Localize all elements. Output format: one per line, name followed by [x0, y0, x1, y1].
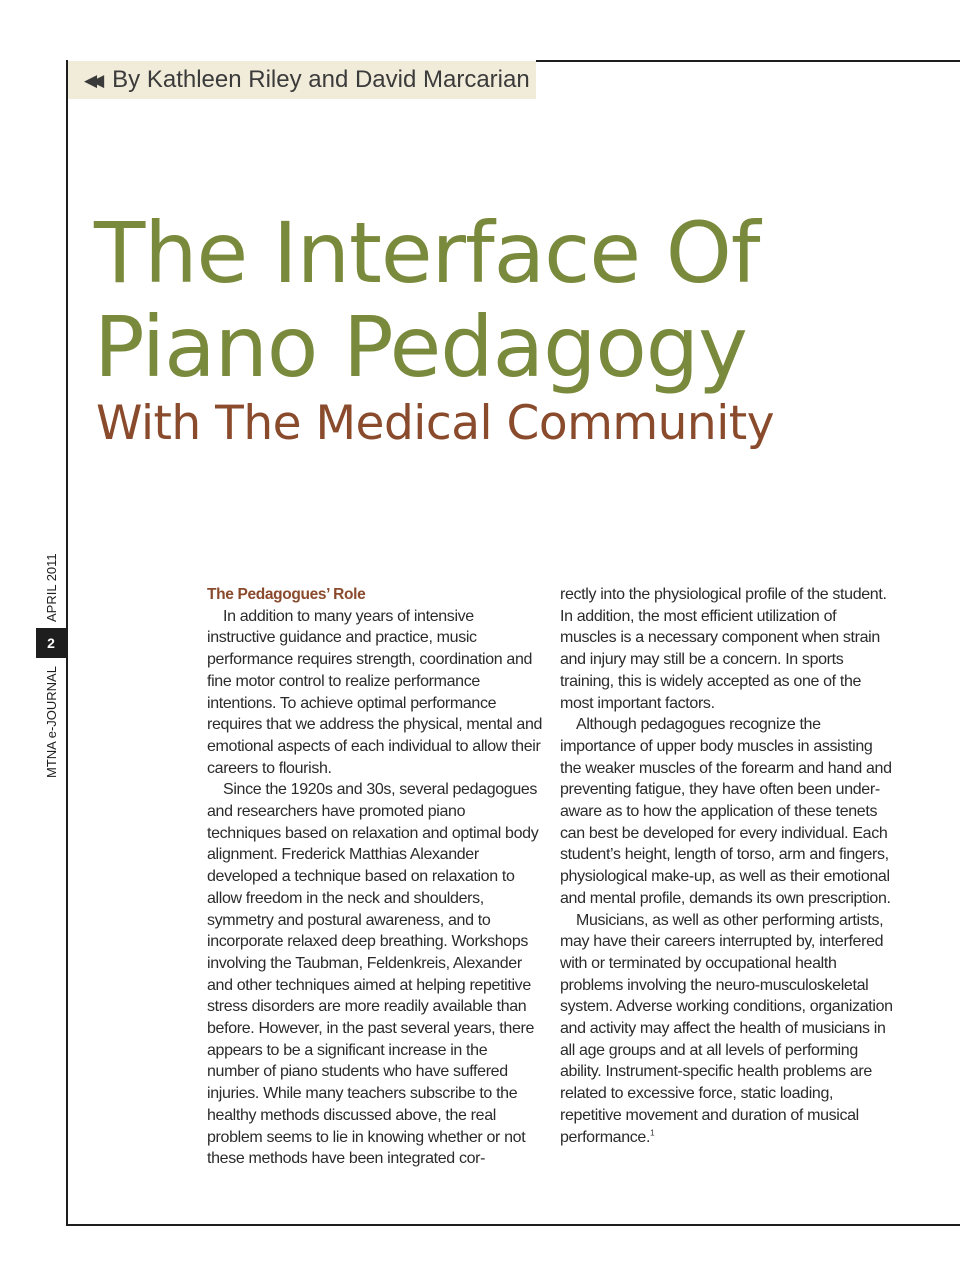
paragraph: rectly into the physiological profile of the student. In addition, the most efficient utilization of muscles is a necessary component when strain and injury may still be a concern. In sports training, this is widely accepted as one of the most important factors. — [560, 586, 887, 712]
frame-top-rule — [536, 60, 960, 62]
paragraph — [560, 910, 896, 1149]
title-line-1: The Interface Of — [94, 204, 760, 302]
paragraph-text: Musicians, as well as other performing artists, may have their careers interrupted by, interfered with or terminated by occupational health problems involving the neuro-musculoskeletal system. Adverse working conditions, organization and activity may affect the health of musicians in all age groups and at all levels of performing ability. Instrument-specific health problems are related to excessive force, static loading, repetitive movement and duration of musical performance. — [560, 911, 893, 1146]
paragraph: In addition to many years of intensive instructive guidance and practice, music performance requires strength, coordination and fine motor control to realize performance intentions. To achieve optimal performance requires that we address the physical, mental and emotional aspects of each individual to allow their careers to flourish. — [207, 607, 543, 777]
title-line-2: Piano Pedagogy — [94, 298, 747, 396]
section-heading: The Pedagogues’ Role — [207, 586, 366, 603]
article-column-right — [560, 584, 896, 1148]
byline: By Kathleen Riley and David Marcarian — [112, 66, 530, 93]
issue-date: APRIL 2011 — [44, 553, 59, 622]
byline-banner — [68, 61, 536, 99]
article-column-left — [207, 584, 543, 1170]
article-subtitle: With The Medical Community — [96, 396, 775, 451]
paragraph: Although pedagogues recognize the importance of upper body muscles in assisting the weaker muscles of the forearm and hand and preventing fatigue, they have often been under-aware as to how the application of these tenets can best be developed for every individual. Each student’s height, length of torso, arm and fingers, physiological make-up, as well as their emotional and mental profile, demands its own prescription. — [560, 716, 892, 907]
frame-left-rule — [66, 60, 68, 1226]
page-number: 2 — [36, 628, 66, 658]
article-title — [94, 206, 759, 394]
paragraph: Since the 1920s and 30s, several pedagogues and researchers have promoted piano techniques based on relaxation and optimal body alignment. Frederick Matthias Alexander developed a technique based on relaxation to allow freedom in the neck and shoulders, symmetry and postural awareness, and to incorporate relaxed deep breathing. Workshops involving the Taubman, Feldenkreis, Alexander and other techniques aimed at helping repetitive stress disorders are more readily available than before. However, in the past several years, there appears to be a significant increase in the number of piano students who have suffered injuries. While many teachers subscribe to the healthy methods discussed above, the real problem seems to lie in knowing whether or not these methods have been integrated cor- — [207, 781, 539, 1168]
footnote-marker[interactable]: 1 — [650, 1128, 655, 1138]
publication-name: MTNA e-JOURNAL — [44, 666, 59, 778]
frame-bottom-rule — [66, 1224, 960, 1226]
double-chevron-left-icon[interactable]: ◀◀ — [84, 70, 99, 90]
